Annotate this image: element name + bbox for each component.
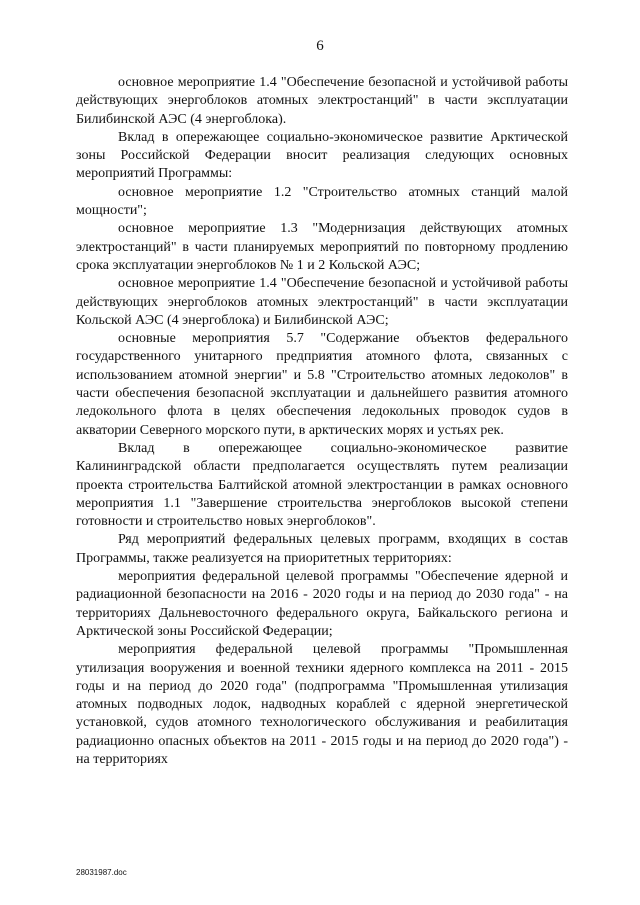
paragraph: основные мероприятия 5.7 "Содержание объектов федерального государственного унитарного предприятия атомного флота, связанных с использованием атомной энергии" и 5.8 "Строительство атомных ледоколов" в части обеспечения безопасной эксплуатации и дальнейшего развития атомного ледокольного флота в целях обеспечения ледокольных проводок судов в акватории Северного морского пути, в арктических морях и устьях рек. [76,331,568,438]
paragraph: мероприятия федеральной целевой программы "Промышленная утилизация вооружения и военной техники ядерного комплекса на 2011 - 2015 годы и на период до 2020 года" (подпрограмма "Промышленная утилизация атомных подводных лодок, надводных кораблей с ядерной энергетической установкой, судов атомного технологического обслуживания и реабилитация радиационно опасных объектов на 2011 - 2015 годы и на период до 2020 года") - на территориях [76,642,568,767]
paragraph: Вклад в опережающее социально-экономическое развитие Калининградской области предполагается осуществлять путем реализации проекта строительства Балтийской атомной электростанции в рамках основного мероприятия 1.1 "Завершение строительства энергоблоков высокой степени готовности и строительство новых энергоблоков". [76,440,568,530]
document-body [76,74,568,769]
paragraph: основное мероприятие 1.3 "Модернизация действующих атомных электростанций" в части планируемых мероприятий по повторному продлению срока эксплуатации энергоблоков № 1 и 2 Кольской АЭС; [76,221,568,273]
footer-filename: 28031987.doc [76,868,127,877]
paragraph: основное мероприятие 1.2 "Строительство атомных станций малой мощности"; [76,184,568,219]
page-number: 6 [316,38,324,54]
paragraph: основное мероприятие 1.4 "Обеспечение безопасной и устойчивой работы действующих энергоблоков атомных электростанций" в части эксплуатации Кольской АЭС (4 энергоблока) и Билибинской АЭС; [76,276,568,328]
paragraph: мероприятия федеральной целевой программы "Обеспечение ядерной и радиационной безопасности на 2016 - 2020 годы и на период до 2030 года" - на территориях Дальневосточного федерального округа, Байкальского региона и Арктической зоны Российской Федерации; [76,569,568,639]
paragraph: Вклад в опережающее социально-экономическое развитие Арктической зоны Российской Федерации вносит реализация следующих основных мероприятий Программы: [76,129,568,182]
paragraph: основное мероприятие 1.4 "Обеспечение безопасной и устойчивой работы действующих энергоблоков атомных электростанций" в части эксплуатации Билибинской АЭС (4 энергоблока). [76,75,568,127]
paragraph: Ряд мероприятий федеральных целевых программ, входящих в состав Программы, также реализуется на приоритетных территориях: [76,532,568,566]
